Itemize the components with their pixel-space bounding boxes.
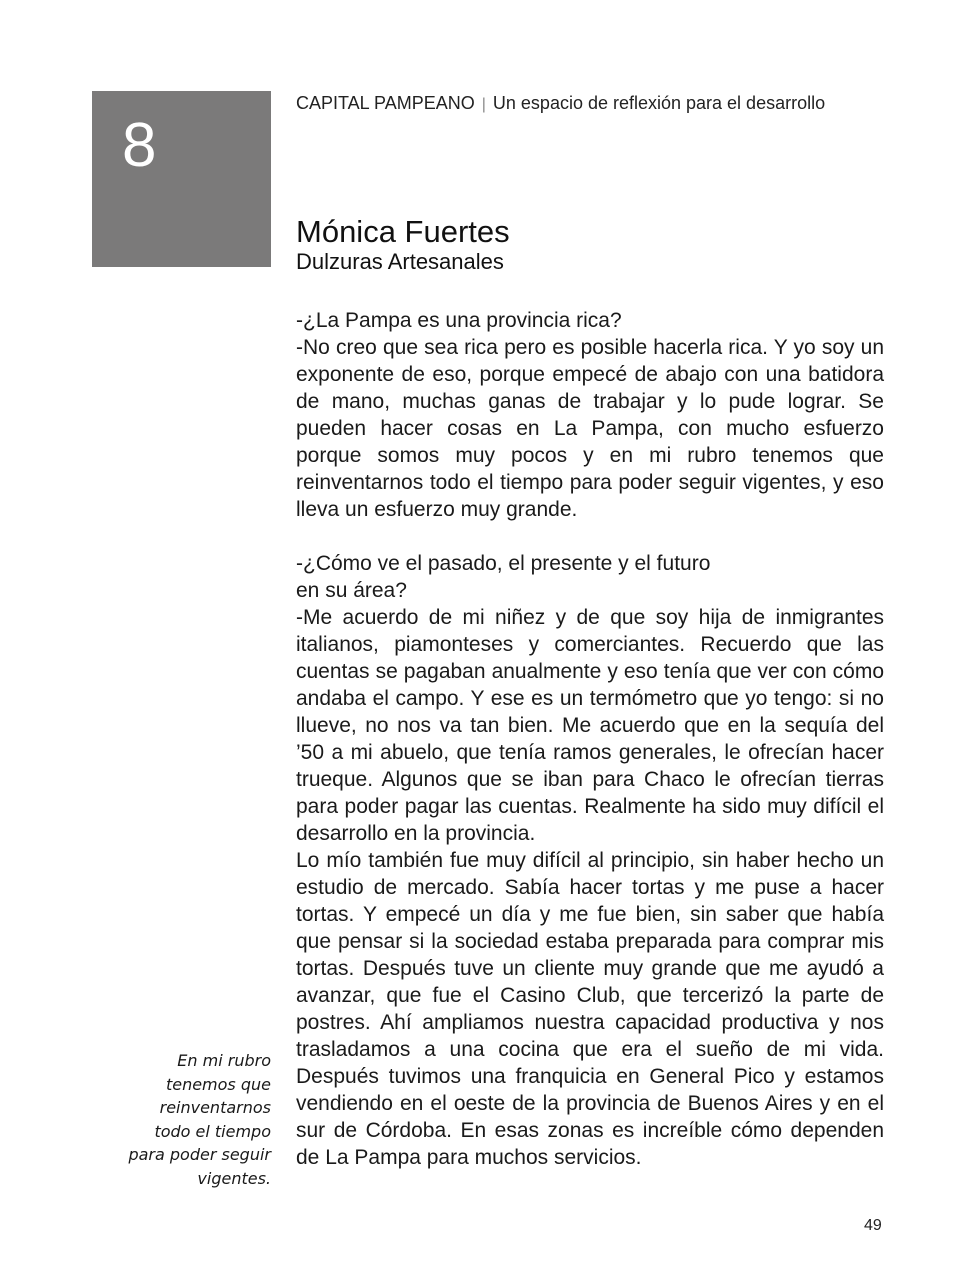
pull-quote-line: todo el tiempo — [154, 1121, 271, 1141]
pull-quote — [100, 1049, 271, 1190]
chapter-box — [92, 91, 271, 267]
pull-quote-line: En mi rubro — [177, 1051, 271, 1070]
company-name: Dulzuras Artesanales — [296, 249, 504, 274]
publication-title: CAPITAL PAMPEANO — [296, 93, 475, 113]
pull-quote-line: vigentes. — [197, 1168, 271, 1188]
publication-subtitle: Un espacio de reflexión para el desarrollo — [492, 93, 826, 113]
question-2-line-1: -¿Cómo ve el pasado, el presente y el futuro — [296, 552, 711, 575]
answer-2-paragraph-2: Lo mío también fue muy difícil al principio, sin haber hecho un estudio de mercado. Sabía hacer tortas y me puse a hacer tortas. Y empecé un día y me fue bien, sin saber que había que pensar si la sociedad estaba preparada para comprar mis tortas. Después tuve un cliente muy grande que me ayudó a avanzar, que fue el Casino Club, que tercerizó la parte de postres. Ahí ampliamos nuestra capacidad productiva y nos trasladamos a una cocina que era el sueño de mi vida. Después tuvimos una franquicia en General Pico y estamos vendiendo en el oeste de la provincia de Buenos Aires y en el sur de Córdoba. En esas zonas es increíble cómo dependen de La Pampa para muchos servicios. — [296, 849, 884, 1169]
paragraph-gap — [296, 523, 884, 550]
chapter-number: 8 — [122, 111, 157, 180]
interview-body — [296, 307, 884, 1171]
answer-2-paragraph-1: -Me acuerdo de mi niñez y de que soy hija de inmigrantes italianos, piamonteses y comerciantes. Recuerdo que las cuentas se pagaban anualmente y eso tenía que ver con cómo andaba el campo. Y ese es un termómetro que yo tengo: si no llueve, no nos va tan bien. Me acuerdo que en la sequía del ’50 a mi abuelo, que tenía ramos generales, le ofrecían hacer trueque. Algunos que se iban para Chaco le ofrecían tierras para poder pagar las cuentas. Realmente ha sido muy difícil el desarrollo en la provincia. — [296, 606, 884, 845]
page-number: 49 — [864, 1217, 882, 1234]
running-header — [296, 93, 825, 114]
answer-1: -No creo que sea rica pero es posible hacerla rica. Y yo soy un exponente de eso, porque empecé de abajo con una batidora de mano, muchas ganas de trabajar y lo pude lograr. Se pueden hacer cosas en La Pampa, con mucho esfuerzo porque somos muy pocos y en mi rubro tenemos que reinventarnos todo el tiempo para poder seguir vigentes, y eso lleva un esfuerzo muy grande. — [296, 336, 884, 521]
pull-quote-line: tenemos que — [165, 1074, 271, 1094]
pull-quote-line: para poder seguir — [128, 1145, 271, 1164]
author-name: Mónica Fuertes — [296, 214, 510, 249]
header-separator: | — [481, 96, 486, 113]
question-2-line-2: en su área? — [296, 579, 407, 602]
pull-quote-line: reinventarnos — [159, 1098, 271, 1117]
question-1: -¿La Pampa es una provincia rica? — [296, 309, 622, 332]
